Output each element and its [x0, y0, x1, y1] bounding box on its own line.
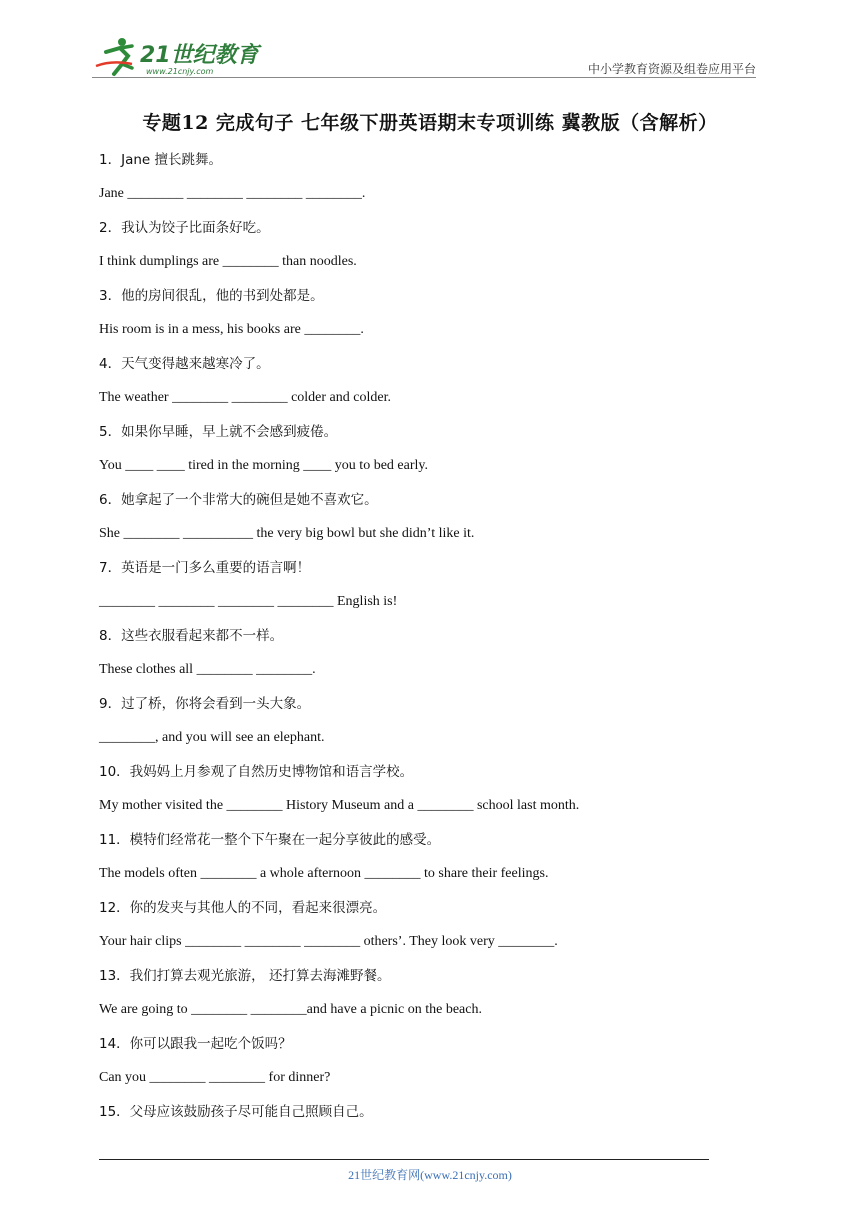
platform-name: 中小学教育资源及组卷应用平台 [587, 62, 756, 76]
question-prompt: 1．Jane 擅长跳舞。 [99, 152, 222, 168]
answer-line: These clothes all ________ ________. [99, 662, 316, 677]
page-header [0, 0, 860, 80]
answer-line: I think dumplings are ________ than noodles. [99, 254, 357, 269]
answer-line: His room is in a mess, his books are ________. [99, 322, 364, 337]
site-logo [92, 34, 262, 78]
answer-line: The weather ________ ________ colder and colder. [99, 390, 391, 405]
answer-line: My mother visited the ________ History Museum and a ________ school last month. [99, 798, 580, 813]
question-prompt: 11．模特们经常花一整个下午聚在一起分享彼此的感受。 [99, 832, 441, 848]
question-prompt: 2．我认为饺子比面条好吃。 [99, 220, 270, 236]
question-prompt: 12．你的发夹与其他人的不同，看起来很漂亮。 [99, 900, 387, 916]
question-list [99, 150, 759, 1136]
answer-line: ________, and you will see an elephant. [99, 730, 325, 745]
answer-line: You ____ ____ tired in the morning ____ you to bed early. [99, 458, 428, 473]
question-prompt: 4．天气变得越来越寒冷了。 [99, 356, 270, 372]
answer-line: The models often ________ a whole afternoon ________ to share their feelings. [99, 866, 549, 881]
answer-line: Can you ________ ________ for dinner? [99, 1070, 331, 1085]
question-prompt: 8．这些衣服看起来都不一样。 [99, 628, 284, 644]
document-title: 专题12 完成句子 七年级下册英语期末专项训练 冀教版（含解析） [142, 112, 718, 134]
answer-line: She ________ __________ the very big bowl but she didn’t like it. [99, 526, 475, 541]
question-prompt: 9．过了桥，你将会看到一头大象。 [99, 696, 311, 712]
question-prompt: 14．你可以跟我一起吃个饭吗？ [99, 1036, 292, 1052]
footer-divider [99, 1159, 709, 1160]
svg-text:www.21cnjy.com: www.21cnjy.com [146, 67, 214, 76]
question-prompt: 5．如果你早睡，早上就不会感到疲倦。 [99, 424, 338, 440]
answer-line: ________ ________ ________ ________ English is! [99, 594, 398, 609]
question-prompt: 13．我们打算去观光旅游， 还打算去海滩野餐。 [99, 968, 391, 984]
footer-text: 21世纪教育网(www.21cnjy.com) [348, 1168, 512, 1182]
answer-line: We are going to ________ ________and have a picnic on the beach. [99, 1002, 482, 1017]
answer-line: Jane ________ ________ ________ ________. [99, 186, 366, 201]
question-prompt: 15．父母应该鼓励孩子尽可能自己照顾自己。 [99, 1104, 373, 1120]
header-divider [92, 77, 756, 78]
answer-line: Your hair clips ________ ________ ________ others’. They look very ________. [99, 934, 558, 949]
question-prompt: 6．她拿起了一个非常大的碗但是她不喜欢它。 [99, 492, 378, 508]
question-prompt: 10．我妈妈上月参观了自然历史博物馆和语言学校。 [99, 764, 414, 780]
question-prompt: 3．他的房间很乱，他的书到处都是。 [99, 288, 324, 304]
question-prompt: 7．英语是一门多么重要的语言啊！ [99, 560, 311, 576]
svg-text:21世纪教育: 21世纪教育 [140, 43, 259, 68]
